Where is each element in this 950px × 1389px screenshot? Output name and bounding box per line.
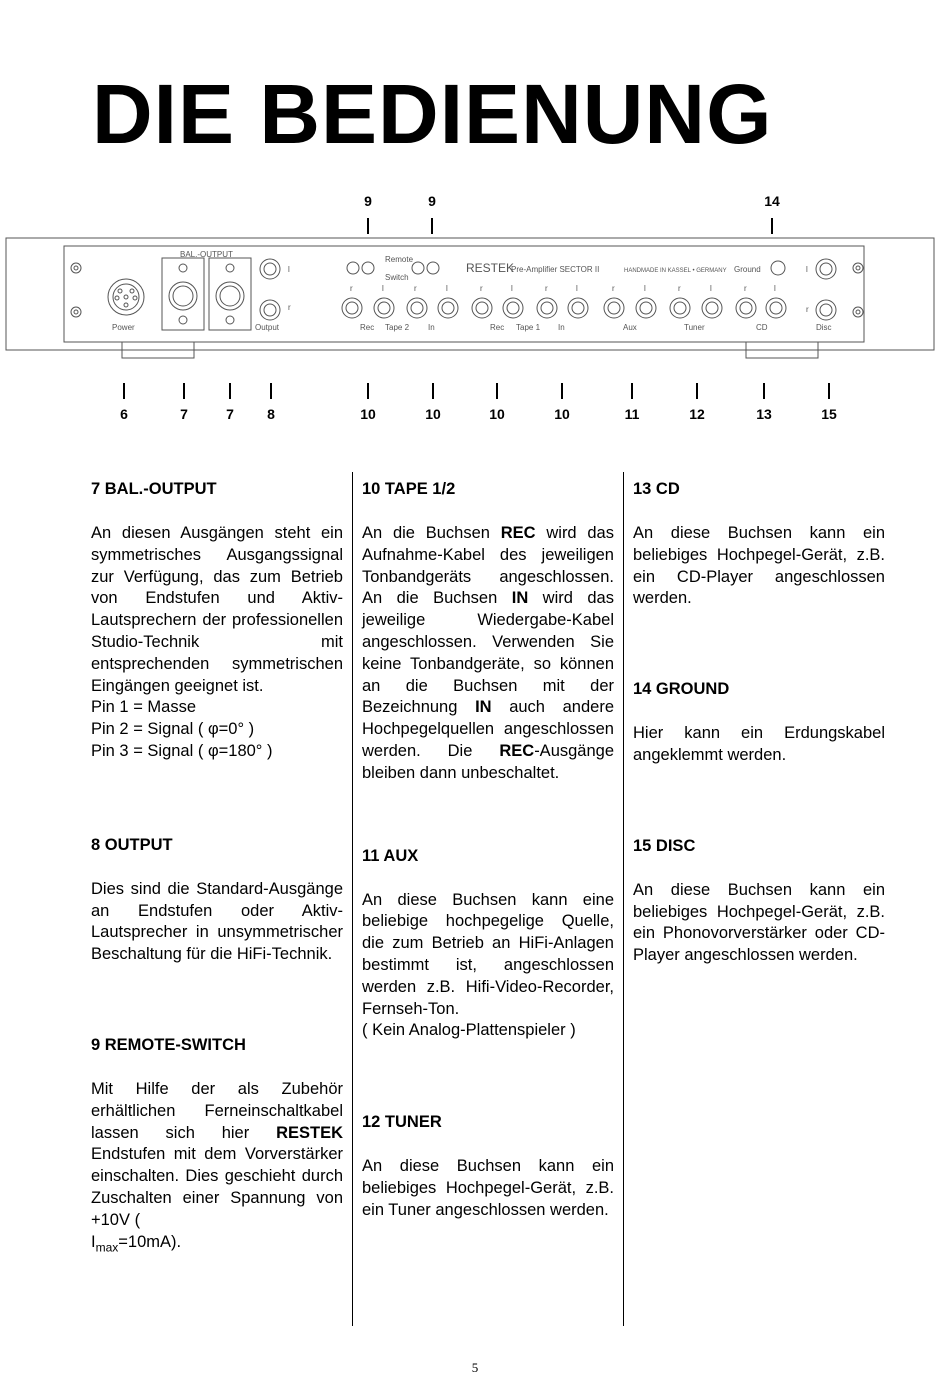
section-body-aux: An diese Buchsen kann eine beliebige hochpegelige Quelle, die zum Betrieb an HiFi-Anlagen bestimmt ist, angeschlossen werden z.B. Hifi-Video-Recorder, Fernseh-Ton.	[362, 890, 614, 1018]
column-divider	[352, 472, 353, 1326]
pin-1: Pin 1 = Masse	[91, 698, 197, 717]
panel-label-r: r	[288, 303, 291, 312]
callout-tick	[270, 383, 272, 399]
panel-label-ground: Ground	[734, 265, 761, 274]
screw-icon	[71, 263, 81, 273]
section-body-disc: An diese Buchsen kann ein beliebiges Hochpegel-Gerät, z.B. ein Phonovorverstärker oder CD-Player angeschlossen werden.	[633, 880, 885, 965]
callout-top-remote-2: 9	[428, 193, 436, 209]
section-title-aux: 11 AUX	[362, 846, 419, 865]
section-title-output: 8 OUTPUT	[91, 835, 173, 854]
rear-panel-diagram	[0, 0, 950, 370]
page-title: DIE BEDIENUNG	[92, 67, 773, 161]
panel-label-tape2: Tape 2	[385, 323, 410, 332]
remote-jack-icon	[347, 262, 359, 274]
callout-bottom-number: 8	[267, 406, 275, 422]
panel-label-l: l	[806, 265, 808, 274]
panel-label-tuner: Tuner	[684, 323, 705, 332]
panel-label-l: l	[774, 284, 776, 293]
panel-label-r: r	[480, 284, 483, 293]
column-1	[91, 478, 343, 1259]
panel-label-disc: Disc	[816, 323, 832, 332]
section-body-cd: An diese Buchsen kann ein beliebiges Hochpegel-Gerät, z.B. ein CD-Player angeschlossen werden.	[633, 524, 885, 608]
column-divider	[623, 472, 624, 1326]
panel-label-r: r	[678, 284, 681, 293]
panel-label-r: r	[806, 305, 809, 314]
panel-label-cd: CD	[756, 323, 768, 332]
panel-label-r: r	[350, 284, 353, 293]
xlr-output-box-1	[162, 258, 204, 330]
panel-label-rec: Rec	[360, 323, 375, 332]
panel-label-r: r	[744, 284, 747, 293]
section-title-remote-switch: 9 REMOTE-SWITCH	[91, 1035, 246, 1054]
panel-label-l: l	[511, 284, 513, 293]
panel-label-r: r	[545, 284, 548, 293]
section-title-tape: 10 TAPE 1/2	[362, 480, 456, 498]
section-body-ground: Hier kann ein Erdungskabel angeklemmt werden.	[633, 724, 885, 764]
panel-label-switch: Switch	[385, 273, 409, 282]
column-3	[633, 478, 885, 967]
panel-label-brand: RESTEK	[466, 261, 515, 275]
callout-bottom-number: 10	[425, 406, 441, 422]
screw-icon	[853, 307, 863, 317]
callout-bottom-number: 10	[360, 406, 376, 422]
callout-top-ground: 14	[764, 193, 780, 209]
section-note-aux: ( Kein Analog-Plattenspieler )	[362, 1021, 576, 1040]
callout-tick	[828, 383, 830, 399]
callout-tick	[631, 383, 633, 399]
callout-tick	[696, 383, 698, 399]
pin-3: Pin 3 = Signal ( φ=180° )	[91, 741, 273, 760]
callout-tick	[367, 383, 369, 399]
section-title-ground: 14 GROUND	[633, 680, 730, 699]
panel-label-l: l	[288, 265, 290, 274]
callout-bottom-number: 6	[120, 406, 128, 422]
column-2	[362, 478, 614, 1222]
brand-name: RESTEK	[276, 1123, 343, 1142]
callout-bottom-number: 15	[821, 406, 837, 422]
section-body-remote-switch: Mit Hilfe der als Zubehör erhältlichen Ferneinschaltkabel lassen sich hier RESTEK Endstufen mit dem Vorverstärker einschalten. Dies geschieht durch Zuschalten einer Spannung von +10V ( $I_{max}=10mA$).	[91, 1079, 343, 1254]
callout-tick	[763, 383, 765, 399]
callout-top-remote-1: 9	[364, 193, 372, 209]
callout-bottom-number: 7	[180, 406, 188, 422]
panel-label-in: In	[428, 323, 435, 332]
section-body-tuner: An diese Buchsen kann ein beliebiges Hochpegel-Gerät, z.B. ein Tuner angeschlossen werden.	[362, 1157, 614, 1219]
panel-label-l: l	[446, 284, 448, 293]
callout-tick	[183, 383, 185, 399]
panel-inner-frame	[64, 246, 864, 342]
panel-label-power: Power	[112, 323, 135, 332]
rca-jack-icon	[260, 300, 280, 320]
panel-label-remote: Remote	[385, 255, 414, 264]
panel-label-r: r	[612, 284, 615, 293]
callout-tick	[229, 383, 231, 399]
section-body-output: Dies sind die Standard-Ausgänge an Endstufen oder Aktiv-Lautsprecher in unsymmetrischer Beschaltung für die HiFi-Technik.	[91, 879, 343, 964]
pin-2: Pin 2 = Signal ( φ=0° )	[91, 720, 255, 739]
callout-bottom-number: 7	[226, 406, 234, 422]
callout-bottom-number: 10	[489, 406, 505, 422]
panel-label-bal-output: BAL.-OUTPUT	[180, 250, 233, 259]
callout-bottom-number: 13	[756, 406, 772, 422]
section-title-disc: 15 DISC	[633, 836, 696, 855]
callout-tick	[496, 383, 498, 399]
section-body-bal-output: An diesen Ausgängen steht ein symmetrisches Ausgangssignal zur Verfügung, das zum Betrieb von Endstufen und Aktiv-Lautsprechern der professionellen Studio-Technik mit entsprechenden symmetrischen Eingängen geeignet ist.	[91, 524, 343, 695]
section-title-cd: 13 CD	[633, 480, 680, 498]
panel-label-in: In	[558, 323, 565, 332]
section-title-bal-output: 7 BAL.-OUTPUT	[91, 480, 217, 498]
panel-label-tape1: Tape 1	[516, 323, 541, 332]
screw-icon	[853, 263, 863, 273]
panel-label-l: l	[576, 284, 578, 293]
panel-label-handmade: HANDMADE IN KASSEL • GERMANY	[624, 268, 727, 274]
section-title-tuner: 12 TUNER	[362, 1113, 442, 1132]
page-number: 5	[471, 1360, 479, 1375]
panel-label-r: r	[414, 284, 417, 293]
panel-label-model: Pre-Amplifier SECTOR II	[511, 265, 600, 274]
panel-label-aux: Aux	[623, 323, 637, 332]
rca-jack-icon	[260, 259, 280, 279]
panel-label-output: Output	[255, 323, 280, 332]
callout-tick	[123, 383, 125, 399]
panel-label-l: l	[710, 284, 712, 293]
callout-bottom-number: 12	[689, 406, 705, 422]
section-body-tape: An die Buchsen REC wird das Aufnahme-Kabel des jeweiligen Tonbandgeräts angeschlossen. An die Buchsen IN wird das jeweilige Wiedergabe-Kabel angeschlossen. Verwenden Sie keine Tonbandgeräte, so können an die Buchsen mit der Bezeichnung IN auch andere Hochpegelquellen angeschlossen werden. Die REC-Ausgänge bleiben dann unbeschaltet.	[362, 524, 614, 782]
xlr-output-box-2	[209, 258, 251, 330]
callout-bottom-number: 10	[554, 406, 570, 422]
screw-icon	[71, 307, 81, 317]
remote-jack-icon	[412, 262, 424, 274]
callout-tick	[561, 383, 563, 399]
panel-outer-frame	[6, 238, 934, 350]
ground-terminal-icon	[771, 261, 785, 275]
callout-tick	[432, 383, 434, 399]
panel-label-l: l	[382, 284, 384, 293]
callout-bottom-number: 11	[624, 406, 640, 422]
panel-label-l: l	[644, 284, 646, 293]
panel-label-rec: Rec	[490, 323, 505, 332]
